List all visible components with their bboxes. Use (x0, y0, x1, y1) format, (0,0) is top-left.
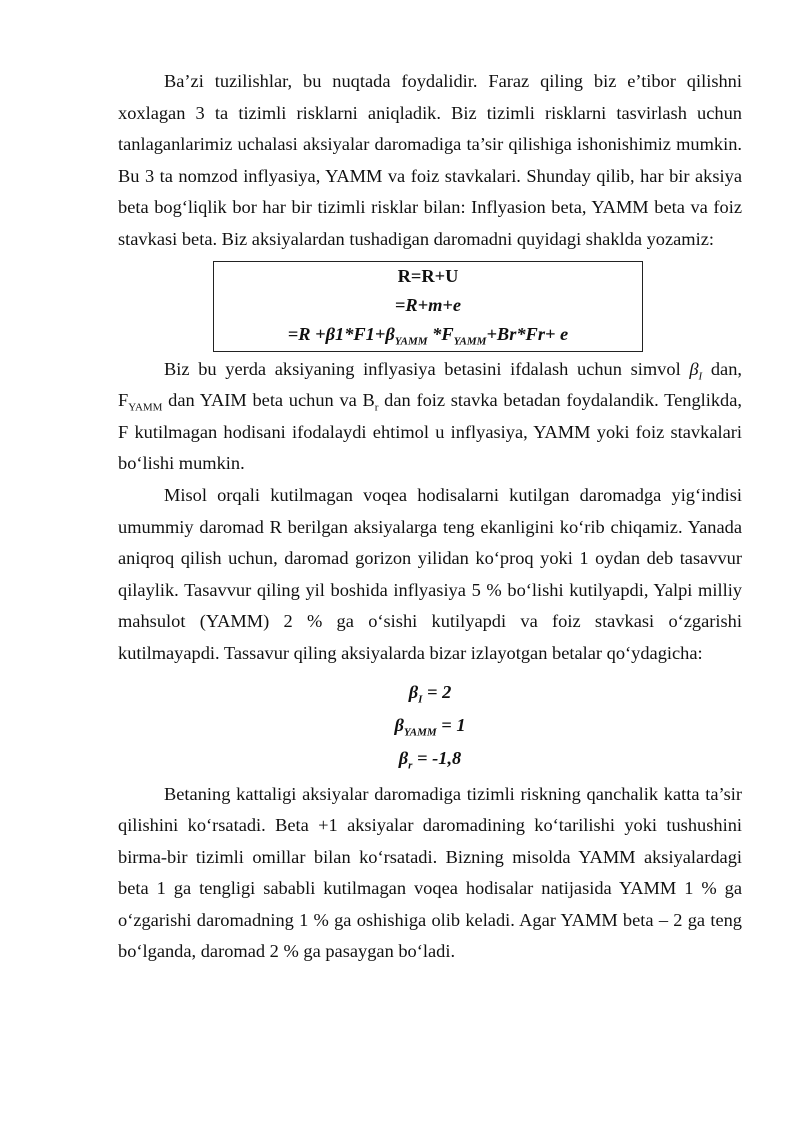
beta-value-inflation: $\beta_I = 2$ (408, 681, 452, 706)
paragraph-symbols-part-c: dan YAIM beta uchun va B (162, 390, 375, 411)
formula-line-3-part-c: +Br*Fr+ e (486, 323, 569, 344)
beta-values-list (118, 676, 742, 775)
paragraph-beta-explanation: Betaning kattaligi aksiyalar daromadiga tizimli riskning qanchalik katta ta’sir qilishini ko‘rsatadi. Beta +1 aksiyalar daromadining ko‘tarilishi yoki tushushini birma-bir tizimli omillar bilan ko‘rsatadi. Bizning misolda YAMM aksiyalardagi beta 1 ga tengligi sababli kutilmagan voqea hodisalar natijasida YAMM 1 % ga o‘zgarishi daromadning 1 % ga oshishiga olib keladi. Agar YAMM beta – 2 ga teng bo‘lganda, daromad 2 % ga pasaygan bo‘ladi. (118, 783, 742, 962)
paragraph-symbols-part-d: dan foiz stavka betadan foydalandik. Tenglikda, F kutilmagan hodisani ifodalaydi ehtimol u inflyasiya, YAMM yoki foiz stavkalari bo‘lishi mumkin. (118, 390, 743, 474)
formula-line-3-part-a: =R +β1*F1+β (287, 323, 395, 344)
document-page (118, 66, 742, 968)
paragraph-symbols-part-a: Biz bu yerda aksiyaning inflyasiya betasini ifdalash uchun simvol (164, 358, 690, 379)
paragraph-symbols (118, 354, 742, 480)
beta-value-yamm: $\beta_{YAMM} = 1$ (394, 714, 466, 739)
paragraph-example: Misol orqali kutilmagan voqea hodisalarni kutilgan daromadga yig‘indisi umummiy daromad R berilgan aksiyalarga teng ekanligini ko‘rib chiqamiz. Yanada aniqroq qilish uchun, daromad gorizon yilidan ko‘proq yoki 1 oydan deb tasavvur qilaylik. Tasavvur qiling yil boshida inflyasiya 5 % bo‘lishi kutilyapdi, Yalpi milliy mahsulot (YAMM) 2 % ga o‘sishi kutilyapdi va foiz stavkasi o‘zgarishi kutilmayapdi. Tassavur qiling aksiyalarda bizar izlayotgan betalar qo‘ydagicha: (118, 484, 742, 663)
formula-line-3-part-b: *F (427, 323, 454, 344)
b-symbol-sub: r (374, 401, 379, 414)
formula-line-3-sub-2: YAMM (453, 335, 487, 348)
f-symbol-sub: YAMM (128, 401, 163, 414)
formula-line-3-sub-1: YAMM (394, 335, 428, 348)
formula-box (213, 261, 643, 352)
formula-line-2: =R+m+e (394, 294, 462, 315)
paragraph-symbols-part-b: dan, (702, 358, 742, 379)
paragraph-intro: Ba’zi tuzilishlar, bu nuqtada foydalidir. Faraz qiling biz e’tibor qilishni xoxlagan 3 ta tizimli risklarni aniqladik. Biz tizimli risklarni tasvirlash uchun tanlaganlarimiz uchalasi aksiyalar daromadiga ta’sir qilishiga ishonishimiz mumkin. Bu 3 ta nomzod inflyasiya, YAMM va foiz stavkalari. Shunday qilib, har bir aksiya beta bog‘liqlik bor har bir tizimli risklar bilan: Inflyasion beta, YAMM beta va foiz stavkasi beta. Biz aksiyalardan tushadigan daromadni quyidagi shaklda yozamiz: (118, 71, 742, 249)
formula-line-3 (214, 320, 642, 349)
beta-value-rate: $\beta_r = -1,8$ (398, 747, 462, 772)
f-symbol: F (118, 390, 129, 411)
beta-symbol-sub: I (698, 370, 703, 383)
formula-line-1: R=R+U (397, 265, 459, 286)
beta-symbol: β (689, 358, 699, 379)
